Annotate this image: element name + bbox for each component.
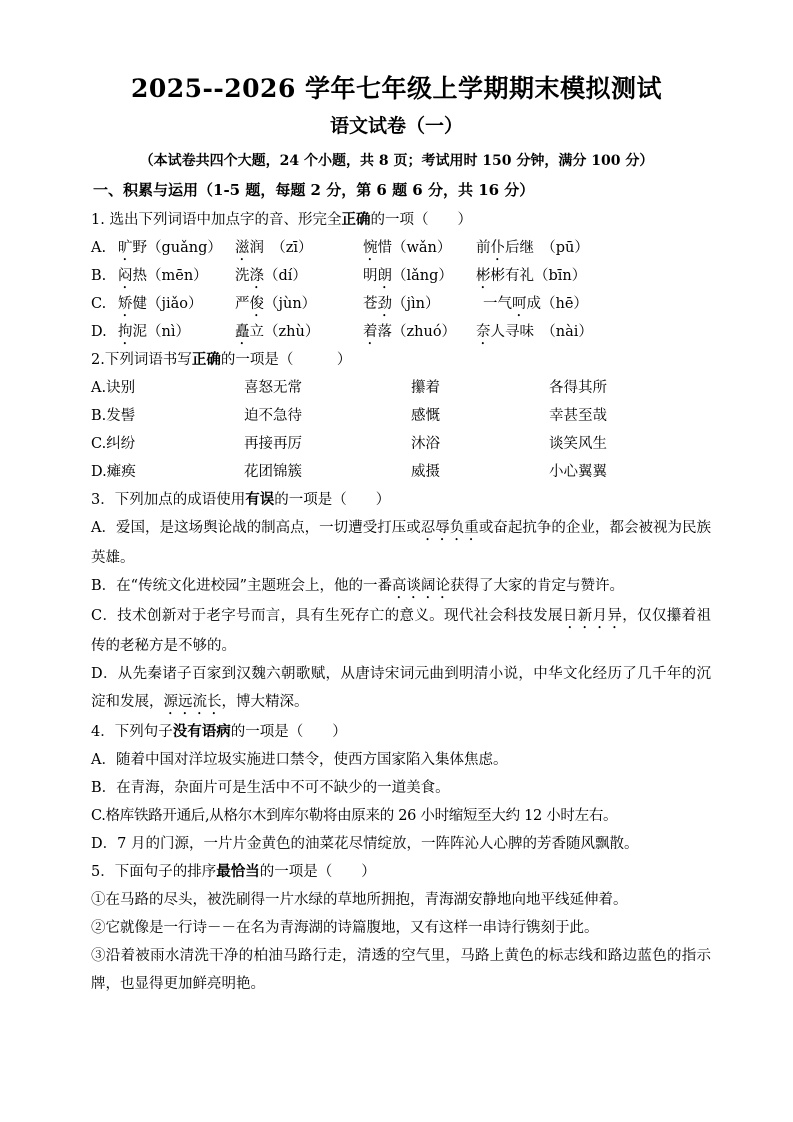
q1-option-a: A. 旷野（guǎng） 滋润 （zī） 惋惜（wǎn） 前仆后继 （pū）: [91, 234, 711, 262]
q2-option-b: B.发髻 迫不急待 感慨 幸甚至哉: [91, 408, 607, 424]
question-5-stem: 5．下面句子的排序最恰当的一项是（ ）: [91, 863, 376, 880]
option-term: 矗立（zhù）: [235, 324, 320, 340]
q5-sentence-1: ①在马路的尽头，被洗刷得一片水绿的草地所拥抱，青海湖安静地向地平线延伸着。: [91, 892, 628, 908]
question-1-stem: 1. 选出下列词语中加点字的音、形完全正确的一项（ ）: [91, 211, 472, 228]
option-term: 惋惜（wǎn）: [363, 240, 452, 256]
q4-option-b: B．在青海，杂面片可是生活中不可不缺少的一道美食。: [91, 780, 450, 796]
question-4-stem: 4．下列句子没有语病的一项是（ ）: [91, 723, 347, 740]
section-heading: 一、积累与运用（1-5 题，每题 2 分，第 6 题 6 分，共 16 分）: [93, 181, 535, 199]
option-term: 滋润 （zī）: [235, 240, 313, 256]
option-term: 着落（zhuó）: [363, 324, 457, 340]
option-term: 苍劲（jìn）: [363, 296, 440, 312]
q4-option-d: D．7 月的门源，一片片金黄色的油菜花尽情绽放，一阵阵沁人心脾的芳香随风飘散。: [91, 836, 639, 852]
q3-option-c: C．技术创新对于老字号而言，具有生死存亡的意义。现代社会科技发展日新月异，仅仅攥着祖传的老秘方是不够的。: [91, 608, 712, 654]
q5-sentence-2: ②它就像是一行诗－－在名为青海湖的诗篇腹地，又有这样一串诗行镌刻于此。: [91, 920, 599, 936]
option-term: 彬彬有礼（bīn）: [476, 268, 587, 284]
option-term: 前仆后继 （pū）: [476, 240, 589, 256]
question-2-stem: 2.下列词语书写正确的一项是（ ）: [91, 351, 352, 368]
q5-sentence-3: ③沿着被雨水清洗干净的柏油马路行走，清透的空气里，马路上黄色的标志线和路边蓝色的指示牌，也显得更加鲜亮明艳。: [91, 948, 711, 992]
exam-subtitle: 语文试卷（一）: [329, 115, 463, 137]
q2-option-a: A.诀别 喜怒无常 攥着 各得其所: [91, 380, 607, 396]
q2-option-d: D.瘫痪 花团锦簇 威摄 小心翼翼: [91, 464, 607, 480]
option-term: 严俊（jùn）: [235, 296, 317, 312]
option-term: 一气呵成（hē）: [483, 296, 588, 312]
q4-option-c: C.格库铁路开通后,从格尔木到库尔勒将由原来的 26 小时缩短至大约 12 小时左右。: [91, 808, 618, 824]
option-term: 洗涤（dí）: [235, 268, 307, 284]
option-term: 明朗（lǎng）: [363, 268, 453, 284]
q2-option-c: C.纠纷 再接再厉 沐浴 谈笑风生: [91, 436, 607, 452]
question-content: [91, 206, 711, 998]
exam-instructions: （本试卷共四个大题，24 个小题，共 8 页；考试用时 150 分钟，满分 100 分）: [139, 153, 654, 169]
question-3-stem: 3．下列加点的成语使用有误的一项是（ ）: [91, 491, 391, 508]
option-term: 奈人寻味 （nài）: [476, 324, 593, 340]
q4-option-a: A．随着中国对洋垃圾实施进口禁令，使西方国家陷入集体焦虑。: [91, 752, 508, 768]
option-term: 旷野（guǎng）: [118, 240, 222, 256]
q3-option-d: D．从先秦诸子百家到汉魏六朝歌赋，从唐诗宋词元曲到明清小说，中华文化经历了几千年的沉淀和发展，源远流长，博大精深。: [91, 666, 711, 710]
q1-option-c: C. 矫健（jiǎo） 严俊（jùn） 苍劲（jìn） 一气呵成（hē）: [91, 290, 711, 318]
option-term: 拘泥（nì）: [118, 324, 190, 340]
q1-option-b: B. 闷热（mēn） 洗涤（dí） 明朗（lǎng） 彬彬有礼（bīn）: [91, 262, 711, 290]
q1-option-d: D. 拘泥（nì） 矗立（zhù） 着落（zhuó） 奈人寻味 （nài）: [91, 318, 711, 346]
option-term: 矫健（jiǎo）: [118, 296, 203, 312]
q3-option-b: B．在“传统文化进校园”主题班会上，他的一番高谈阔论获得了大家的肯定与赞许。: [91, 578, 624, 594]
q3-option-a: A．爱国，是这场舆论战的制高点，一切遭受打压或忍辱负重或奋起抗争的企业，都会被视为民族英雄。: [91, 520, 712, 566]
option-term: 闷热（mēn）: [118, 268, 208, 284]
exam-title: 2025--2026 学年七年级上学期期末模拟测试: [130, 74, 663, 103]
